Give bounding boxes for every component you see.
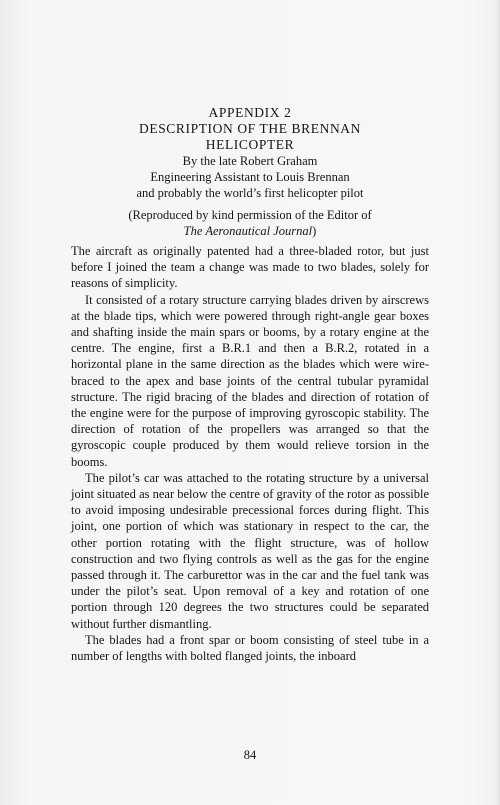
author-note-line: and probably the world’s first helicopter pilot — [136, 186, 364, 200]
article-body — [71, 243, 429, 664]
paragraph-4: The blades had a front spar or boom consisting of steel tube in a number of lengths with bolted flanged joints, the inboard — [71, 632, 429, 664]
page-number: 84 — [243, 748, 257, 762]
paragraph-1: The aircraft as originally patented had a three-bladed rotor, but just before I joined the team a change was made to two blades, solely for reasons of simplicity. — [71, 244, 429, 291]
appendix-heading: APPENDIX 2 — [208, 105, 292, 120]
author-role-line: Engineering Assistant to Louis Brennan — [150, 170, 350, 184]
credit-line-1: (Reproduced by kind permission of the Editor of — [128, 208, 372, 222]
credit-line-2 — [71, 223, 429, 239]
paragraph-3: The pilot’s car was attached to the rotating structure by a universal joint situated as near below the centre of gravity of the rotor as possible to avoid imposing undesirable precessional forces during flight. This joint, one portion of which was stationary in respect to the car, the other portion rotating with the flight structure, was of hollow construction and two flying controls as well as the gas for the engine passed through it. The carburettor was in the car and the fuel tank was under the pilot’s seat. Upon removal of a key and rotation of one portion through 120 degrees the two structures could be separated without further dismantling. — [71, 470, 429, 631]
journal-name: The Aeronautical Journal — [183, 224, 313, 238]
author-line: By the late Robert Graham — [182, 154, 318, 168]
credit-close-paren: ) — [312, 224, 317, 238]
page-content — [71, 105, 429, 664]
page-edge-shadow — [496, 0, 500, 805]
paragraph-2: It consisted of a rotary structure carrying blades driven by airscrews at the blade tips, which were powered through right-angle gear boxes and shafting inside the main spars or booms, by a rotary engine at the centre. The engine, first a B.R.1 and then a B.R.2, rotated in a horizontal plane in the same direction as the blades which were wire-braced to the apex and base joints of the central tubular pyramidal structure. The rigid bracing of the blades and direction of rotation of the engine were for the purpose of improving gyroscopic stability. The direction of rotation of the propellers was arranged so that the gyroscopic couple produced by them would relieve torsion in the booms. — [71, 292, 429, 469]
reproduction-credit — [71, 207, 429, 239]
title-line-1: DESCRIPTION OF THE BRENNAN — [139, 121, 361, 136]
title-line-2: HELICOPTER — [205, 137, 295, 152]
